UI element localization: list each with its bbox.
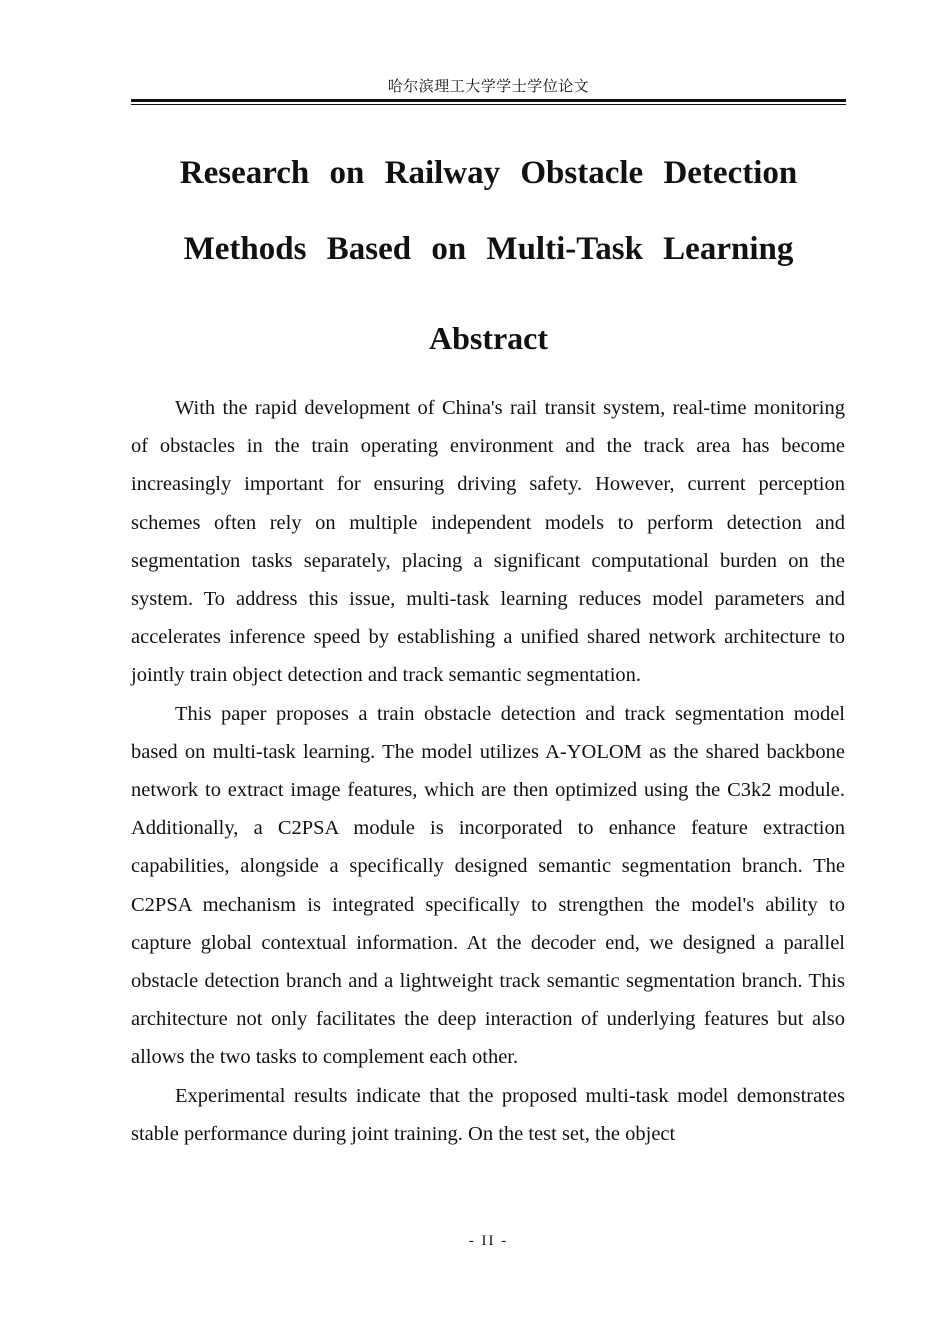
- abstract-paragraph-3: Experimental results indicate that the proposed multi-task model demonstrates stable performance during joint training. On the test set, the object: [131, 1084, 845, 1145]
- thesis-title-line-1: Research on Railway Obstacle Detection: [179, 155, 798, 191]
- header-rule-thick: [131, 99, 846, 102]
- abstract-paragraph-1: With the rapid development of China's rail transit system, real-time monitoring of obstacles in the train operating environment and the track area has become increasingly important for ensuring driving safety. However, current perception schemes often rely on multiple independent models to perform detection and segmentation tasks separately, placing a significant computational burden on the system. To address this issue, multi-task learning reduces model parameters and accelerates inference speed by establishing a unified shared network architecture to jointly train object detection and track semantic segmentation.: [131, 397, 845, 687]
- page-number: - II -: [468, 1233, 509, 1249]
- thesis-title-line-2: Methods Based on Multi-Task Learning: [183, 231, 794, 267]
- abstract-body: [131, 389, 845, 1153]
- abstract-paragraph-2: This paper proposes a train obstacle detection and track segmentation model based on multi-task learning. The model utilizes A-YOLOM as the shared backbone network to extract image features, which are then optimized using the C3k2 module. Additionally, a C2PSA module is incorporated to enhance feature extraction capabilities, alongside a specifically designed semantic segmentation branch. The C2PSA mechanism is integrated specifically to strengthen the model's ability to capture global contextual information. At the decoder end, we designed a parallel obstacle detection branch and a lightweight track semantic segmentation branch. This architecture not only facilitates the deep interaction of underlying features but also allows the two tasks to complement each other.: [131, 702, 845, 1069]
- header-rule-thin: [131, 104, 846, 105]
- abstract-heading: Abstract: [428, 320, 549, 356]
- page-header-title: 哈尔滨理工大学学士学位论文: [387, 79, 590, 95]
